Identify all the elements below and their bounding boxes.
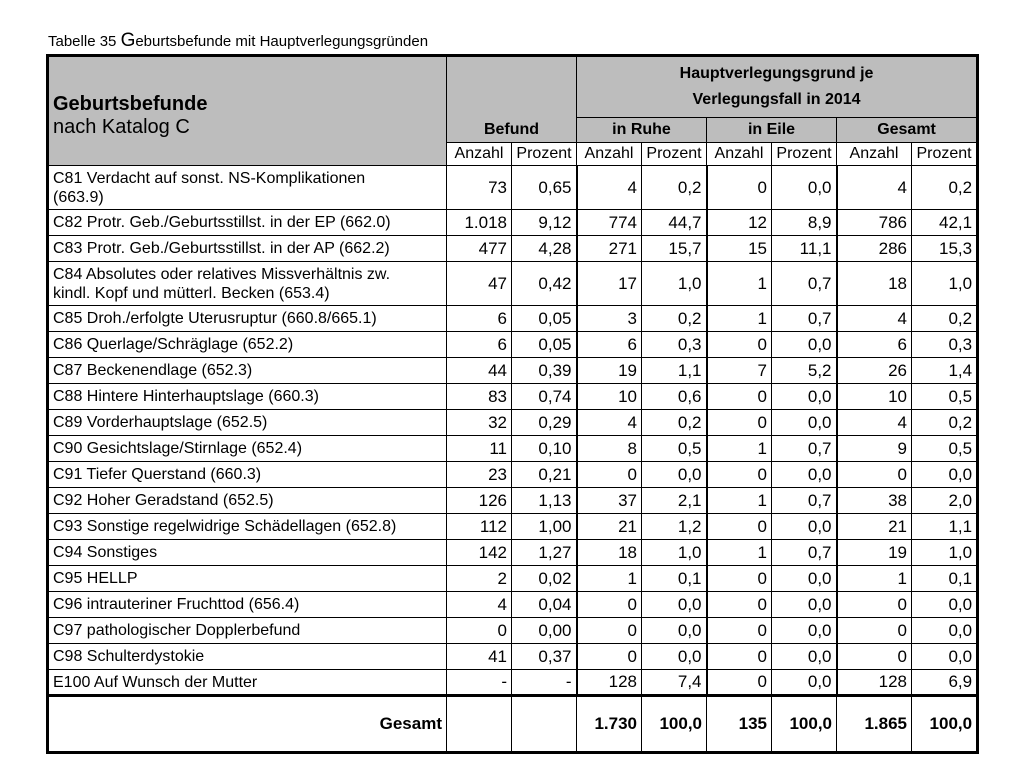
total-cell: 100,0	[912, 696, 978, 753]
table-cell: 126	[447, 488, 512, 514]
row-label-line: C98 Schulterdystokie	[53, 648, 205, 665]
table-cell: 0	[447, 618, 512, 644]
table-cell: 26	[837, 358, 912, 384]
table-cell: 8	[577, 436, 642, 462]
table-cell: 1,27	[512, 540, 577, 566]
table-cell: 37	[577, 488, 642, 514]
data-table	[46, 54, 979, 754]
total-row	[48, 696, 978, 753]
row-label-line: C94 Sonstiges	[53, 544, 158, 561]
table-cell: 0,2	[642, 166, 707, 210]
corner-subtitle: nach Katalog C	[53, 116, 190, 138]
total-cell	[512, 696, 577, 753]
table-cell: 0,05	[512, 332, 577, 358]
sub-prozent: Prozent	[512, 143, 577, 166]
table-cell: 47	[447, 262, 512, 306]
table-cell: 23	[447, 462, 512, 488]
header-title-line1: Hauptverlegungsgrund je	[679, 65, 874, 82]
table-cell: 18	[837, 262, 912, 306]
table-cell: 0,2	[912, 410, 978, 436]
table-cell: 774	[577, 210, 642, 236]
row-label	[48, 166, 447, 210]
table-cell: 0,0	[772, 670, 837, 696]
table-cell: 2	[447, 566, 512, 592]
table-cell: 0	[577, 462, 642, 488]
table-cell: 0,0	[772, 166, 837, 210]
table-cell: 1	[707, 488, 772, 514]
table-cell: 0,21	[512, 462, 577, 488]
row-label-line: C88 Hintere Hinterhauptslage (660.3)	[53, 388, 319, 405]
table-cell: 41	[447, 644, 512, 670]
row-label	[48, 644, 447, 670]
table-cell: 0,0	[912, 462, 978, 488]
table-cell: 4	[447, 592, 512, 618]
table-cell: 18	[577, 540, 642, 566]
table-cell: 0,42	[512, 262, 577, 306]
table-cell: 10	[577, 384, 642, 410]
table-cell: 1	[707, 262, 772, 306]
table-cell: 0,1	[912, 566, 978, 592]
table-cell: 0	[707, 618, 772, 644]
table-cell: 286	[837, 236, 912, 262]
row-label	[48, 410, 447, 436]
header-title-line2: Verlegungsfall in 2014	[692, 91, 861, 108]
table-cell: 0	[577, 592, 642, 618]
table-caption	[48, 30, 428, 52]
table-cell: 0,7	[772, 540, 837, 566]
row-label-line: C93 Sonstige regelwidrige Schädellagen (652.8)	[53, 518, 397, 535]
table-cell: 0	[577, 644, 642, 670]
table-row	[48, 210, 978, 236]
table-cell: 0,0	[772, 384, 837, 410]
table-cell: 6	[837, 332, 912, 358]
table-cell: 11	[447, 436, 512, 462]
group-gesamt: Gesamt	[837, 118, 978, 143]
table-cell: 0	[707, 644, 772, 670]
table-cell: 6	[447, 306, 512, 332]
table-row	[48, 540, 978, 566]
row-label-line: C91 Tiefer Querstand (660.3)	[53, 466, 262, 483]
row-label-line: C95 HELLP	[53, 570, 138, 587]
row-label	[48, 540, 447, 566]
table-cell: 0	[707, 592, 772, 618]
sub-anzahl: Anzahl	[447, 143, 512, 166]
sub-prozent: Prozent	[642, 143, 707, 166]
row-label-line: C83 Protr. Geb./Geburtsstillst. in der AP (662.2)	[53, 240, 390, 257]
table-cell: 0	[837, 618, 912, 644]
table-cell: 1,00	[512, 514, 577, 540]
table-cell: 0,7	[772, 488, 837, 514]
table-cell: 0,0	[912, 592, 978, 618]
table-cell: 0,0	[772, 332, 837, 358]
caption-big-letter: G	[120, 30, 136, 51]
table-cell: 0,2	[642, 410, 707, 436]
table-cell: 1,1	[642, 358, 707, 384]
table-cell: 10	[837, 384, 912, 410]
table-row	[48, 514, 978, 540]
row-label	[48, 306, 447, 332]
table-cell: 0,0	[642, 462, 707, 488]
row-label	[48, 332, 447, 358]
row-label	[48, 462, 447, 488]
table-cell: 128	[577, 670, 642, 696]
table-cell: 0	[707, 410, 772, 436]
row-label-line: C81 Verdacht auf sonst. NS-Komplikationen	[53, 169, 366, 187]
total-cell: 100,0	[642, 696, 707, 753]
row-label-line: C87 Beckenendlage (652.3)	[53, 362, 253, 379]
table-cell: 6	[577, 332, 642, 358]
table-cell: 19	[837, 540, 912, 566]
table-cell: 11,1	[772, 236, 837, 262]
table-cell: 4	[577, 166, 642, 210]
row-label	[48, 670, 447, 696]
total-cell: 100,0	[772, 696, 837, 753]
table-cell: 1	[707, 540, 772, 566]
sub-prozent: Prozent	[912, 143, 978, 166]
table-cell: 0,0	[772, 514, 837, 540]
table-cell: 4	[837, 166, 912, 210]
table-cell: 0,37	[512, 644, 577, 670]
table-cell: 1.018	[447, 210, 512, 236]
table-cell: 0,0	[772, 566, 837, 592]
table-row	[48, 262, 978, 306]
table-cell: 7	[707, 358, 772, 384]
header-title	[577, 56, 978, 118]
table-cell: 0,0	[772, 618, 837, 644]
table-cell: 1	[707, 436, 772, 462]
table-cell: 3	[577, 306, 642, 332]
row-label	[48, 358, 447, 384]
sub-anzahl: Anzahl	[577, 143, 642, 166]
table-cell: 477	[447, 236, 512, 262]
table-cell: 0,5	[642, 436, 707, 462]
total-cell: 1.730	[577, 696, 642, 753]
table-cell: 0	[837, 462, 912, 488]
table-cell: 8,9	[772, 210, 837, 236]
row-label	[48, 436, 447, 462]
table-cell: 112	[447, 514, 512, 540]
row-label-line: C92 Hoher Geradstand (652.5)	[53, 492, 274, 509]
table-cell: 1,0	[912, 540, 978, 566]
table-cell: 32	[447, 410, 512, 436]
table-cell: 0,3	[642, 332, 707, 358]
row-label	[48, 384, 447, 410]
table-cell: 6,9	[912, 670, 978, 696]
table-cell: 42,1	[912, 210, 978, 236]
table-cell: 2,1	[642, 488, 707, 514]
table-cell: 44	[447, 358, 512, 384]
table-cell: 0,0	[772, 462, 837, 488]
group-ruhe: in Ruhe	[577, 118, 707, 143]
table-cell: 21	[577, 514, 642, 540]
table-cell: 1,4	[912, 358, 978, 384]
table-cell: 15,7	[642, 236, 707, 262]
table-cell: 0,0	[642, 644, 707, 670]
table-cell: 4	[577, 410, 642, 436]
table-cell: 21	[837, 514, 912, 540]
table-row	[48, 332, 978, 358]
table-cell: 0,2	[912, 306, 978, 332]
row-label	[48, 236, 447, 262]
group-eile: in Eile	[707, 118, 837, 143]
row-label-line: C85 Droh./erfolgte Uterusruptur (660.8/665.1)	[53, 310, 377, 327]
table-cell: 4	[837, 410, 912, 436]
table-cell: 0,0	[642, 592, 707, 618]
table-cell: 0,74	[512, 384, 577, 410]
table-cell: 38	[837, 488, 912, 514]
table-cell: 4,28	[512, 236, 577, 262]
table-cell: 0,3	[912, 332, 978, 358]
table-cell: -	[512, 670, 577, 696]
table-cell: 4	[837, 306, 912, 332]
table-cell: 0,0	[772, 410, 837, 436]
table-cell: 0	[707, 384, 772, 410]
group-befund: Befund	[447, 118, 577, 143]
total-cell	[447, 696, 512, 753]
table-cell: 0	[707, 566, 772, 592]
table-cell: -	[447, 670, 512, 696]
table-cell: 44,7	[642, 210, 707, 236]
table-cell: 1,0	[642, 540, 707, 566]
table-cell: 0,05	[512, 306, 577, 332]
table-cell: 0,65	[512, 166, 577, 210]
row-label-line: kindl. Kopf und mütterl. Becken (653.4)	[53, 284, 330, 302]
table-cell: 6	[447, 332, 512, 358]
table-cell: 0	[707, 166, 772, 210]
table-row	[48, 462, 978, 488]
table-cell: 1,13	[512, 488, 577, 514]
table-cell: 271	[577, 236, 642, 262]
table-cell: 15,3	[912, 236, 978, 262]
table-cell: 0,7	[772, 262, 837, 306]
corner-title: Geburtsbefunde	[53, 93, 208, 115]
table-row	[48, 592, 978, 618]
row-label	[48, 592, 447, 618]
table-row	[48, 618, 978, 644]
table-cell: 0,2	[912, 166, 978, 210]
total-label: Gesamt	[48, 696, 447, 753]
table-cell: 0	[707, 462, 772, 488]
table-cell: 73	[447, 166, 512, 210]
total-cell: 1.865	[837, 696, 912, 753]
row-label-line: C90 Gesichtslage/Stirnlage (652.4)	[53, 440, 303, 457]
table-cell: 15	[707, 236, 772, 262]
table-cell: 5,2	[772, 358, 837, 384]
table-cell: 2,0	[912, 488, 978, 514]
sub-prozent: Prozent	[772, 143, 837, 166]
table-cell: 142	[447, 540, 512, 566]
table-cell: 0,29	[512, 410, 577, 436]
table-cell: 0,10	[512, 436, 577, 462]
table-row	[48, 410, 978, 436]
table-cell: 0,6	[642, 384, 707, 410]
table-cell: 1,0	[912, 262, 978, 306]
row-label-line: C89 Vorderhauptslage (652.5)	[53, 414, 268, 431]
table-cell: 0,04	[512, 592, 577, 618]
caption-rest: eburtsbefunde mit Hauptverlegungsgründen	[135, 33, 429, 50]
row-label-line: C84 Absolutes oder relatives Missverhältnis zw.	[53, 265, 391, 283]
table-cell: 0,02	[512, 566, 577, 592]
table-cell: 0,5	[912, 436, 978, 462]
table-cell: 9,12	[512, 210, 577, 236]
caption-prefix: Tabelle 35	[48, 33, 121, 50]
table-cell: 9	[837, 436, 912, 462]
table-cell: 1	[707, 306, 772, 332]
table-cell: 1,2	[642, 514, 707, 540]
table-cell: 0	[837, 592, 912, 618]
row-label-line: C86 Querlage/Schräglage (652.2)	[53, 336, 294, 353]
table-cell: 1	[837, 566, 912, 592]
table-cell: 0	[707, 514, 772, 540]
row-label-line: C96 intrauteriner Fruchttod (656.4)	[53, 596, 300, 613]
table-cell: 0,0	[912, 644, 978, 670]
table-cell: 0	[707, 670, 772, 696]
row-label-line: C97 pathologischer Dopplerbefund	[53, 622, 301, 639]
header-corner	[48, 56, 447, 166]
table-row	[48, 166, 978, 210]
table-cell: 19	[577, 358, 642, 384]
table-cell: 12	[707, 210, 772, 236]
sub-anzahl: Anzahl	[707, 143, 772, 166]
table-row	[48, 488, 978, 514]
table-cell: 0,2	[642, 306, 707, 332]
row-label-line: E100 Auf Wunsch der Mutter	[53, 673, 258, 691]
row-label-line: C82 Protr. Geb./Geburtsstillst. in der EP (662.0)	[53, 214, 391, 231]
table-row	[48, 358, 978, 384]
table-cell: 0,7	[772, 436, 837, 462]
table-cell: 17	[577, 262, 642, 306]
row-label	[48, 514, 447, 540]
table-row	[48, 566, 978, 592]
row-label	[48, 618, 447, 644]
table-cell: 0,7	[772, 306, 837, 332]
table-row	[48, 670, 978, 696]
table-row	[48, 644, 978, 670]
table-cell: 1	[577, 566, 642, 592]
table-cell: 0,0	[772, 644, 837, 670]
row-label	[48, 262, 447, 306]
table-cell: 0	[837, 644, 912, 670]
table-cell: 1,1	[912, 514, 978, 540]
row-label	[48, 210, 447, 236]
table-cell: 7,4	[642, 670, 707, 696]
row-label	[48, 566, 447, 592]
table-cell: 0,0	[772, 592, 837, 618]
row-label-line: (663.9)	[53, 188, 104, 206]
table-cell: 0,5	[912, 384, 978, 410]
table-cell: 0,39	[512, 358, 577, 384]
table-cell: 0,0	[642, 618, 707, 644]
table-row	[48, 236, 978, 262]
header-blank	[447, 56, 577, 118]
table-cell: 786	[837, 210, 912, 236]
table-cell: 128	[837, 670, 912, 696]
table-cell: 1,0	[642, 262, 707, 306]
row-label	[48, 488, 447, 514]
table-row	[48, 436, 978, 462]
table-cell: 0	[707, 332, 772, 358]
table-cell: 0,0	[912, 618, 978, 644]
table-cell: 0	[577, 618, 642, 644]
sub-anzahl: Anzahl	[837, 143, 912, 166]
table-cell: 83	[447, 384, 512, 410]
table-cell: 0,00	[512, 618, 577, 644]
table-cell: 0,1	[642, 566, 707, 592]
table-row	[48, 384, 978, 410]
table-row	[48, 306, 978, 332]
total-cell: 135	[707, 696, 772, 753]
